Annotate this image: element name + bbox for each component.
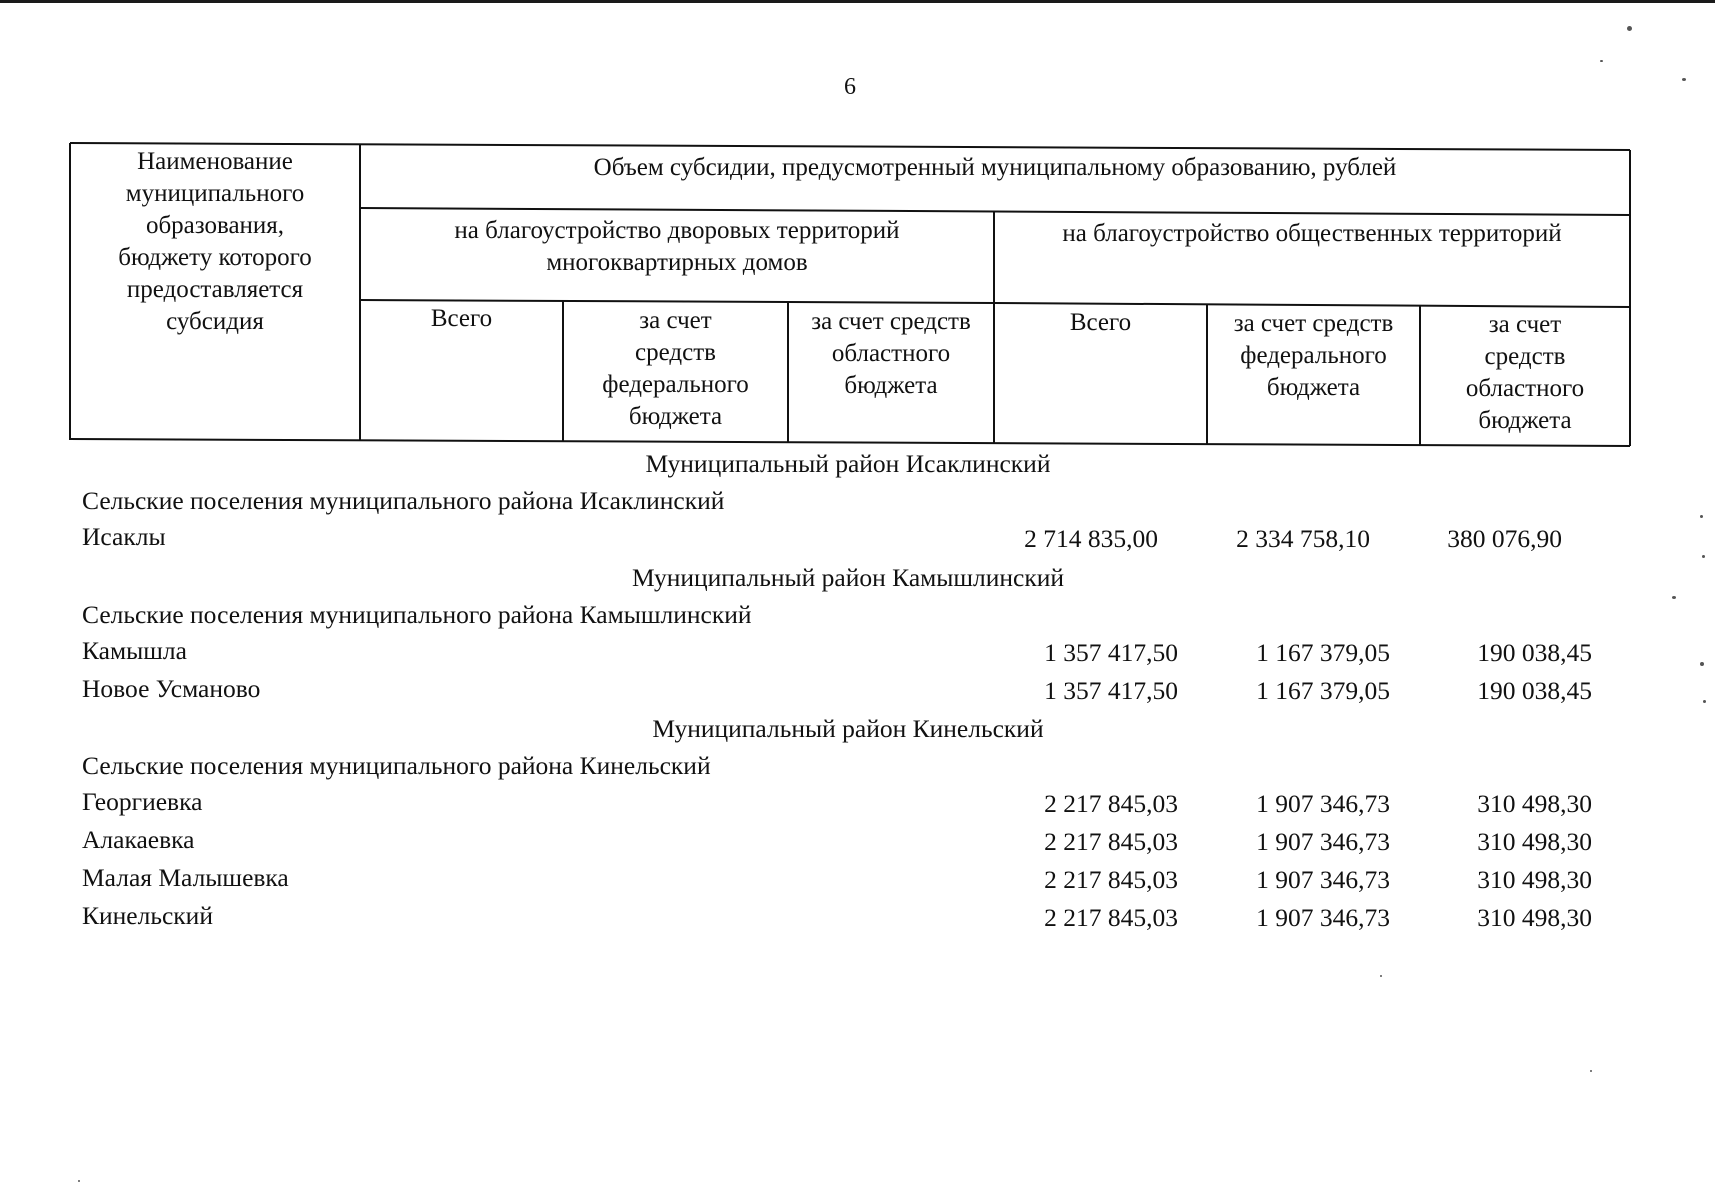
scan-speck [1682,78,1686,81]
header-subsidy-volume: Объем субсидии, предусмотренный муниципальному образованию, рублей [593,154,1397,181]
row-name: Кинельский [82,901,213,930]
cell-public-total: 2 217 845,03 [1044,865,1178,894]
scan-speck [1380,975,1382,977]
scan-speck [1700,662,1704,666]
header-group-public-territories: на благоустройство общественных территорий [1062,220,1562,247]
district-heading: Муниципальный район Исаклинский [645,449,1051,478]
cell-public-total: 2 217 845,03 [1044,903,1178,932]
header-yards-total: Всего [430,305,493,332]
cell-public-regional: 310 498,30 [1477,789,1592,818]
cell-public-federal: 1 167 379,05 [1256,638,1390,667]
header-yards-federal: за счет средств федерального бюджета [602,307,749,430]
subgroup-heading: Сельские поселения муниципального района Исаклинский [82,486,725,515]
cell-public-regional: 190 038,45 [1477,638,1592,667]
row-name: Малая Малышевка [82,863,289,892]
cell-public-total: 2 217 845,03 [1044,789,1178,818]
header-public-total: Всего [1069,309,1132,336]
district-heading: Муниципальный район Кинельский [652,714,1044,743]
subgroup-heading: Сельские поселения муниципального района Камышлинский [82,600,752,629]
header-yards-regional: за счет средств областного бюджета [811,308,971,399]
subgroup-heading: Сельские поселения муниципального района Кинельский [82,751,711,780]
cell-public-federal: 1 907 346,73 [1256,789,1390,818]
row-name: Новое Усманово [82,674,261,703]
cell-public-total: 1 357 417,50 [1044,638,1178,667]
header-group-yard-territories: на благоустройство дворовых территорий многоквартирных домов [454,217,900,276]
page-number: 6 [844,74,856,100]
cell-public-federal: 1 167 379,05 [1256,676,1390,705]
cell-public-regional: 310 498,30 [1477,827,1592,856]
scan-speck [78,1180,80,1182]
cell-public-regional: 190 038,45 [1477,676,1592,705]
district-heading: Муниципальный район Камышлинский [631,563,1065,592]
cell-public-regional: 310 498,30 [1477,865,1592,894]
row-name: Алакаевка [82,825,195,854]
cell-public-regional: 310 498,30 [1477,903,1592,932]
cell-public-total: 2 217 845,03 [1044,827,1178,856]
header-public-federal: за счет средств федерального бюджета [1233,310,1394,401]
scan-speck [1590,1070,1592,1072]
grid-line [70,439,1630,446]
scan-speck [1703,700,1706,703]
cell-public-regional: 380 076,90 [1447,524,1562,553]
scan-speck [1700,515,1703,518]
scan-speck [1672,596,1676,599]
cell-public-federal: 1 907 346,73 [1256,865,1390,894]
cell-public-federal: 1 907 346,73 [1256,903,1390,932]
cell-public-federal: 2 334 758,10 [1236,524,1370,553]
row-name: Исаклы [82,522,166,551]
header-municipality-name: Наименование муниципального образования, бюджету которого предоставляется субсидия [118,148,312,335]
header-public-regional: за счет средств областного бюджета [1465,311,1585,434]
row-name: Георгиевка [82,787,203,816]
row-name: Камышла [82,636,187,665]
cell-public-federal: 1 907 346,73 [1256,827,1390,856]
cell-public-total: 1 357 417,50 [1044,676,1178,705]
scan-speck [1627,26,1632,31]
scan-speck [1600,60,1603,62]
scan-speck [1702,555,1705,558]
cell-public-total: 2 714 835,00 [1024,524,1158,553]
